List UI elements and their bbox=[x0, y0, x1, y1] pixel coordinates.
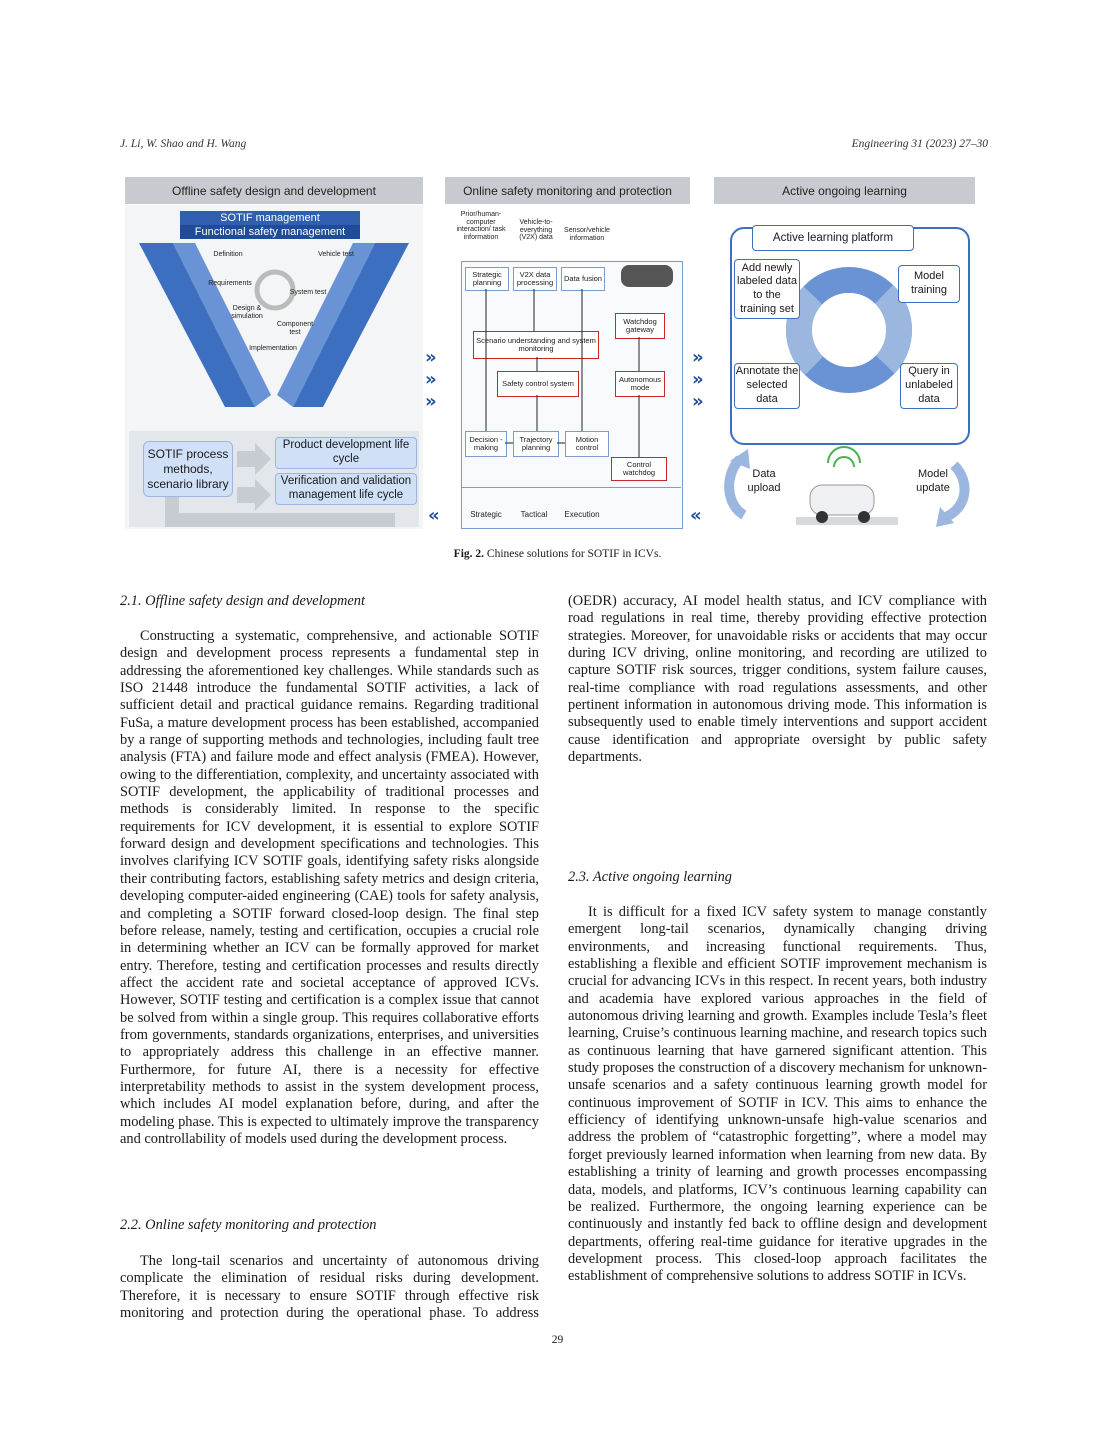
paragraph: It is difficult for a fixed ICV safety system to manage constantly emergent long-tail scenarios, dynamically changing driving environments, and increasing functional requirements. Thus, establishing a flexible and efficient SOTIF improvement mechanism is crucial for advancing ICVs in this respect. In recent years, both industry and academia have explored various approaches in the field of autonomous driving learning and growth. Examples include Tesla’s fleet learning, Cruise’s continuous learning machine, and research topics such as continuous learning that have garnered significant attention. This study proposes the construction of a discovery mechanism for unknown-unsafe scenarios and a safety continuous learning growth model for continuous improvement of SOTIF in ICV. This aims to enhance the efficiency of identifying unknown-unsafe high-value scenarios and address the problem of “catastrophic forgetting”, where a model may forget previously learned information when learning from new data. By establishing a trinity of learning and growth processes encompassing data, models, and platforms, ICV’s continuous learning capability can be realized. Furthermore, the ongoing learning experience can be continuously and instantly fed back to offline design and development departments, offering real-time guidance for iterative upgrades in the development process. This closed-loop approach facilitates the establishment of comprehensive solutions to address SOTIF in ICVs. bbox=[568, 904, 987, 1285]
paragraph: Constructing a systematic, comprehensive, and actionable SOTIF design and development process represents a fundamental step in addressing the aforementioned key challenges. While standards such as ISO 21448 introduce the fundamental SOTIF activities, a lack of sufficient detail and practical guidance remains. Regarding traditional FuSa, a mature development process has been established, accompanied by a range of supporting methods and technologies, including fault tree analysis (FTA) and failure mode and effect analysis (FMEA). However, owing to the differentiation, complexity, and uncertainty associated with SOTIF development, the applicability of traditional processes and methods is considerably limited. In response to the specific requirements for ICV development, it is essential to explore SOTIF forward design and development specifications and technologies. This involves clarifying ICV SOTIF goals, identifying safety risks alongside their contributing factors, establishing safety metrics and design criteria, developing computer-aided engineering (CAE) tools for safety analysis, and completing a SOTIF forward closed-loop design. The final step before release, namely, testing and certification, occupies a crucial role in determining whether an ICV can be formally approved for market entry. Therefore, testing and certification processes and results directly affect the accident rate and societal acceptance of approved ICVs. However, SOTIF testing and certification is a complex issue that cannot be solved from within a single group. This requires collaborative efforts from governments, standards organizations, enterprises, and universities to appropriately address this challenge in an effective manner. Furthermore, for future AI, there is a necessity for effective interpretability methods to assist in the system development process, which includes AI model explanation before, during, and after the modeling phase. This is expected to ultimately improve the transparency and controllability of models used during the development process. bbox=[120, 628, 539, 1147]
online-arrows bbox=[445, 205, 690, 529]
sotif-process-box: SOTIF process methods, scenario library bbox=[143, 441, 233, 497]
safety-control-box: Safety control system bbox=[497, 371, 579, 397]
chevron-right-icon: » bbox=[425, 347, 437, 368]
v-label-vehicle-test: Vehicle test bbox=[318, 251, 354, 258]
panel-learning bbox=[714, 177, 975, 529]
level-tactical: Tactical bbox=[520, 510, 548, 519]
panel-offline-title: Offline safety design and development bbox=[125, 177, 423, 204]
autonomous-mode-box: Autonomous mode bbox=[615, 371, 665, 397]
v-label-implementation: Implementation bbox=[249, 345, 297, 352]
control-watchdog-box: Control watchdog bbox=[611, 457, 667, 481]
learning-cycle-ring bbox=[784, 265, 914, 395]
chevron-right-icon: » bbox=[425, 391, 437, 412]
chevron-right-icon: » bbox=[692, 391, 704, 412]
section-2-2-title: 2.2. Online safety monitoring and protection bbox=[120, 1217, 377, 1233]
input-sensor-info: Sensor/vehicle information bbox=[564, 227, 610, 242]
product-development-box: Product development life cycle bbox=[275, 437, 417, 469]
v-model-diagram bbox=[125, 205, 423, 420]
chevron-left-icon: « bbox=[428, 505, 440, 526]
query-unlabeled-box: Query in unlabeled data bbox=[900, 363, 958, 409]
figure-caption bbox=[0, 548, 1115, 560]
figure-2 bbox=[125, 177, 975, 529]
chevron-right-icon: » bbox=[692, 347, 704, 368]
page-number: 29 bbox=[551, 1334, 564, 1346]
trajectory-planning-box: Trajectory planning bbox=[513, 431, 559, 457]
section-2-1-title: 2.1. Offline safety design and development bbox=[120, 593, 365, 609]
panel-learning-title: Active ongoing learning bbox=[714, 177, 975, 204]
running-header-authors: J. Li, W. Shao and H. Wang bbox=[120, 138, 247, 150]
process-arrows bbox=[125, 441, 423, 531]
model-update-label: Model update bbox=[916, 468, 950, 494]
section-2-2-body-part2 bbox=[568, 593, 987, 836]
functional-safety-bar: Functional safety management bbox=[180, 225, 360, 239]
sotif-management-bar: SOTIF management bbox=[180, 211, 360, 225]
v-label-requirements: Requirements bbox=[208, 280, 252, 287]
panel-online bbox=[445, 177, 690, 529]
paragraph: The long-tail scenarios and uncertainty of autonomous driving complicate the elimination of residual risks during development. Therefore, it is necessary to ensure SOTIF through effective risk monitoring and protection during the operational phase. To address bbox=[120, 1253, 539, 1322]
v2x-processing-box: V2X data processing bbox=[513, 267, 557, 291]
watchdog-gateway-box: Watchdog gateway bbox=[615, 313, 665, 339]
chevron-right-icon: » bbox=[692, 369, 704, 390]
add-labeled-data-box: Add newly labeled data to the training set bbox=[734, 259, 800, 319]
learning-loop-arrows bbox=[714, 445, 975, 529]
decision-making-box: Decision -making bbox=[465, 431, 507, 457]
section-2-1-body bbox=[120, 628, 539, 1148]
v-label-design: Design & simulation bbox=[231, 305, 263, 320]
motion-control-box: Motion control bbox=[565, 431, 609, 457]
section-2-3-title: 2.3. Active ongoing learning bbox=[568, 869, 733, 885]
v-label-component-test: Component test bbox=[276, 321, 314, 336]
caption-text: Chinese solutions for SOTIF in ICVs. bbox=[486, 548, 662, 560]
chevron-left-icon: « bbox=[690, 505, 702, 526]
data-upload-label: Data upload bbox=[747, 468, 781, 494]
scenario-understanding-box: Scenario understanding and system monitoring bbox=[473, 331, 599, 359]
annotate-data-box: Annotate the selected data bbox=[734, 363, 800, 409]
paragraph-continued: (OEDR) accuracy, AI model health status, and ICV compliance with road regulations in real time, thereby providing effective protection strategies. Moreover, for unavoidable risks or accidents that may occur during ICV driving, online monitoring, and recording are utilized to capture SOTIF risk sources, trigger conditions, system failure causes, real-time compliance with road regulations assessments, and other pertinent information in autonomous driving mode. This information is subsequently used to enable timely interventions and support accident cause identification and appropriate oversight by public safety departments. bbox=[568, 593, 987, 766]
data-fusion-box: Data fusion bbox=[561, 267, 605, 291]
level-execution: Execution bbox=[564, 510, 600, 519]
vv-management-box: Verification and validation management life cycle bbox=[275, 473, 417, 505]
strategic-planning-box: Strategic planning bbox=[465, 267, 509, 291]
section-2-3-body bbox=[568, 904, 987, 1286]
model-training-box: Model training bbox=[898, 265, 960, 303]
chevron-right-icon: » bbox=[425, 369, 437, 390]
input-prior-info: Prior/human-computer interaction/ task information bbox=[456, 211, 506, 242]
level-strategic: Strategic bbox=[470, 510, 502, 519]
panel-offline bbox=[125, 177, 423, 529]
learning-platform-title: Active learning platform bbox=[752, 225, 914, 251]
section-2-2-body-part1 bbox=[120, 1253, 539, 1322]
v-label-definition: Definition bbox=[213, 251, 243, 258]
v-label-system-test: System test bbox=[289, 289, 327, 296]
input-v2x-data: Vehicle-to-everything (V2X) data bbox=[519, 219, 553, 242]
running-header-journal: Engineering 31 (2023) 27–30 bbox=[851, 138, 988, 150]
panel-online-title: Online safety monitoring and protection bbox=[445, 177, 690, 204]
caption-label: Fig. 2. bbox=[453, 548, 485, 560]
